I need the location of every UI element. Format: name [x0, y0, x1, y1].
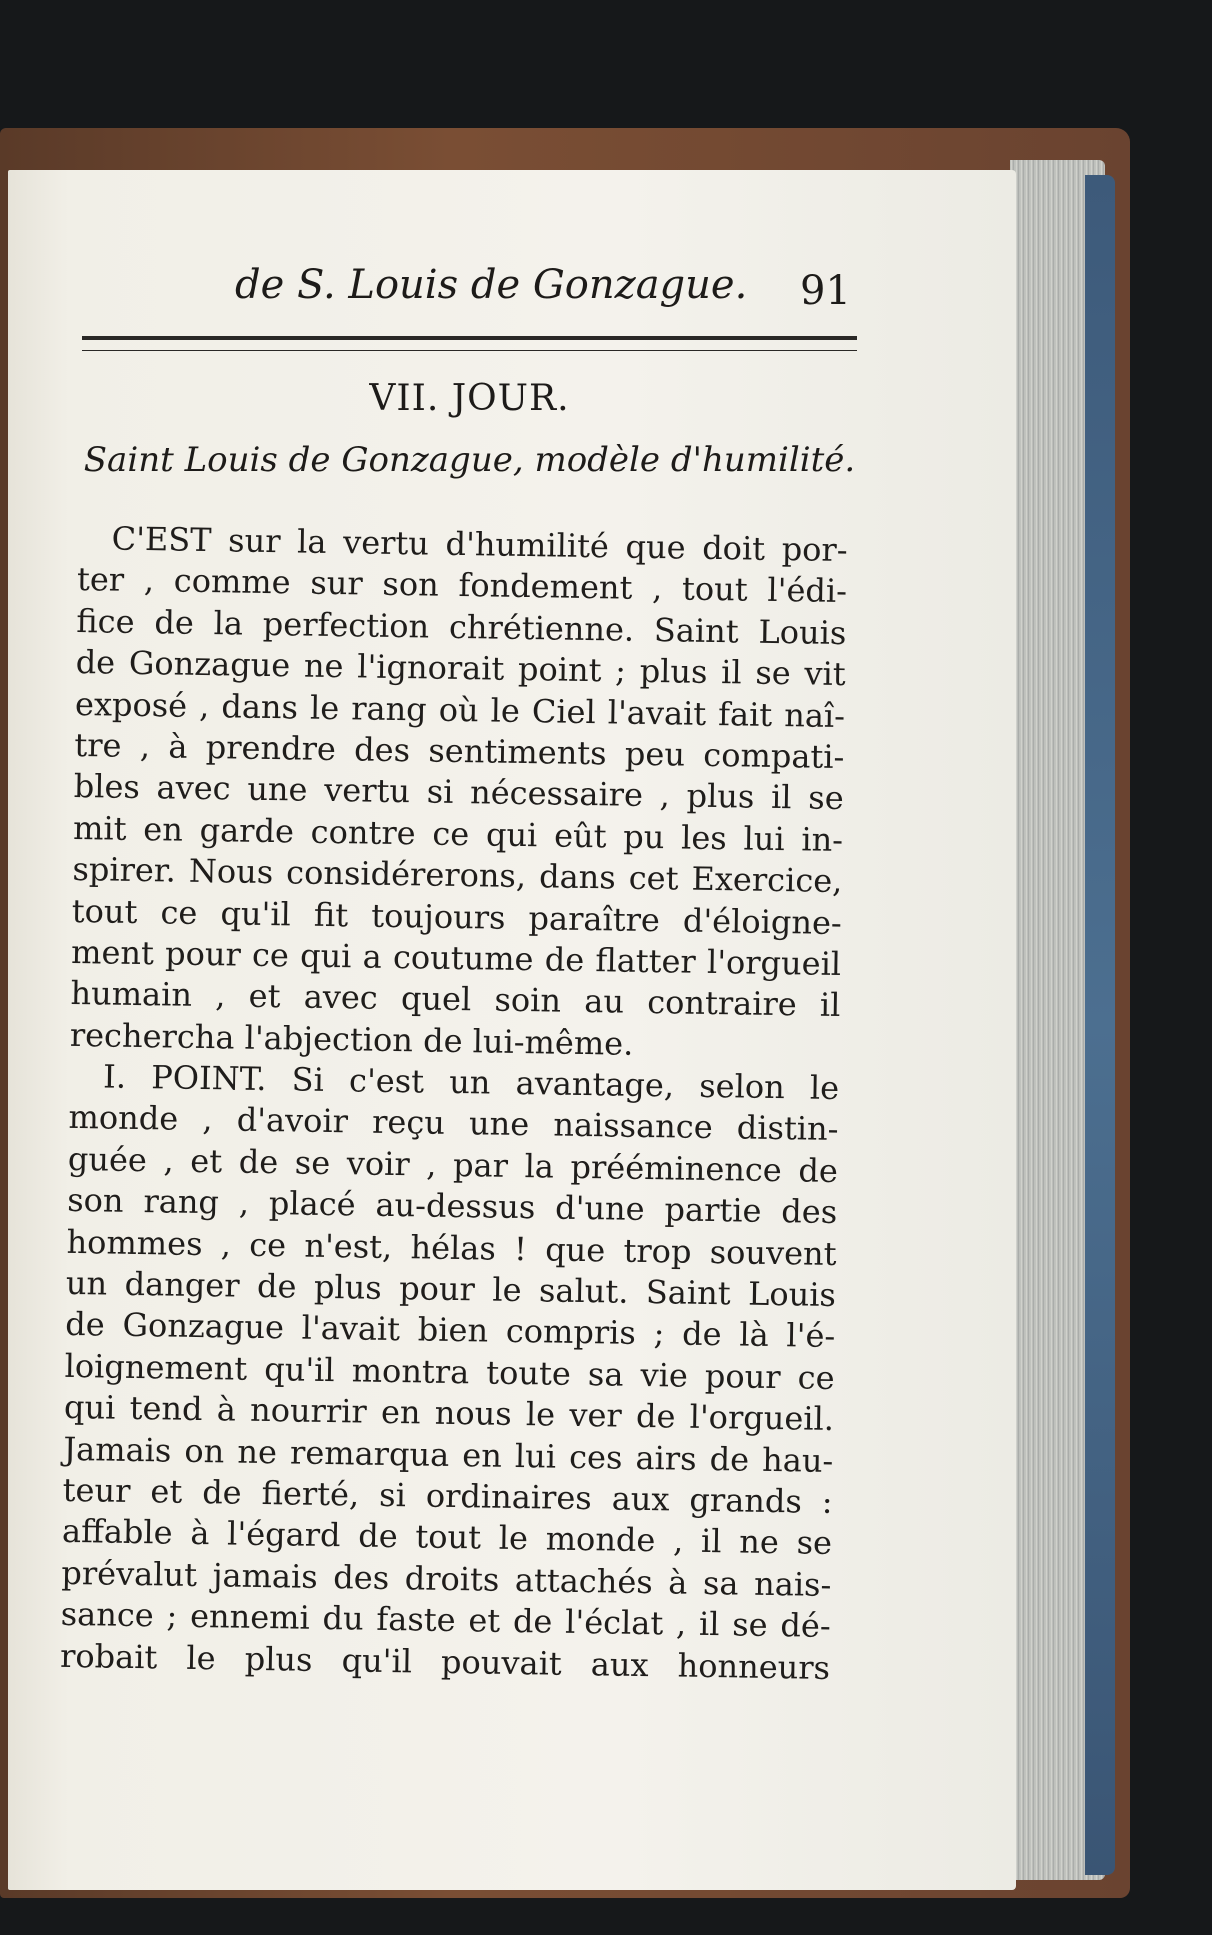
text-line: qui tend à nourrir en nous le ver de l'orgueil. — [63, 1388, 835, 1439]
chapter-title: VII. JOUR. — [369, 378, 570, 419]
text-line: exposé , dans le rang où le Ciel l'avait fait naî- — [74, 684, 846, 735]
text-line: robait le plus qu'il pouvait aux honneurs — [59, 1636, 831, 1687]
text-line: mit en garde contre ce qui eût pu les lui in- — [72, 808, 844, 859]
text-line: guée , et de se voir , par la prééminence de — [67, 1139, 839, 1190]
text-line: tre , à prendre des sentiments peu compati- — [74, 725, 845, 777]
running-head: de S. Louis de Gonzague. — [235, 262, 748, 308]
text-line: spirer. Nous considérerons, dans cet Exercice, — [72, 850, 843, 901]
text-line: Jamais on ne remarqua en lui ces airs de hau- — [63, 1429, 834, 1480]
text-line: monde , d'avoir reçu une naissance distin- — [68, 1098, 839, 1149]
text-line: ment pour ce qui a coutume de flatter l'orgueil — [70, 932, 842, 983]
text-line: prévalut jamais des droits attachés à sa nais- — [61, 1553, 832, 1604]
text-line: loignement qu'il montra toute sa vie pour ce — [64, 1346, 835, 1397]
text-line: C'EST sur la vertu d'humilité que doit por- — [111, 519, 848, 570]
text-line: fice de la perfection chrétienne. Saint Louis — [76, 601, 847, 652]
chapter-subtitle: Saint Louis de Gonzague, modèle d'humilité. — [83, 440, 856, 480]
text-line: I. POINT. Si c'est un avantage, selon le — [102, 1057, 840, 1108]
text-line: bles avec une vertu si nécessaire , plus il se — [73, 767, 844, 818]
text-line: son rang , placé au-dessus d'une partie des — [66, 1181, 838, 1232]
text-line: un danger de plus pour le salut. Saint Louis — [65, 1263, 837, 1315]
text-line: ter , comme sur son fondement , tout l'édi- — [76, 560, 848, 611]
text-line: tout ce qu'il fit toujours paraître d'éloigne- — [71, 891, 843, 942]
page-number: 91 — [800, 268, 851, 314]
text-line: de Gonzague l'avait bien compris ; de là l'é- — [65, 1305, 836, 1356]
text-line: teur et de fierté, si ordinaires aux grands : — [62, 1470, 833, 1521]
fore-edge — [1085, 175, 1115, 1875]
text-line: rechercha l'abjection de lui-même. — [69, 1015, 634, 1063]
text-line: humain , et avec quel soin au contraire il — [70, 974, 841, 1025]
text-line: de Gonzague ne l'ignorait point ; plus il se vit — [75, 643, 846, 694]
text-line: affable à l'égard de tout le monde , il ne se — [61, 1512, 833, 1563]
text-line: hommes , ce n'est, hélas ! que trop souvent — [66, 1222, 837, 1273]
header-rule — [82, 336, 857, 351]
text-line: sance ; ennemi du faste et de l'éclat , il se dé- — [60, 1595, 831, 1646]
body-text — [60, 518, 848, 1689]
